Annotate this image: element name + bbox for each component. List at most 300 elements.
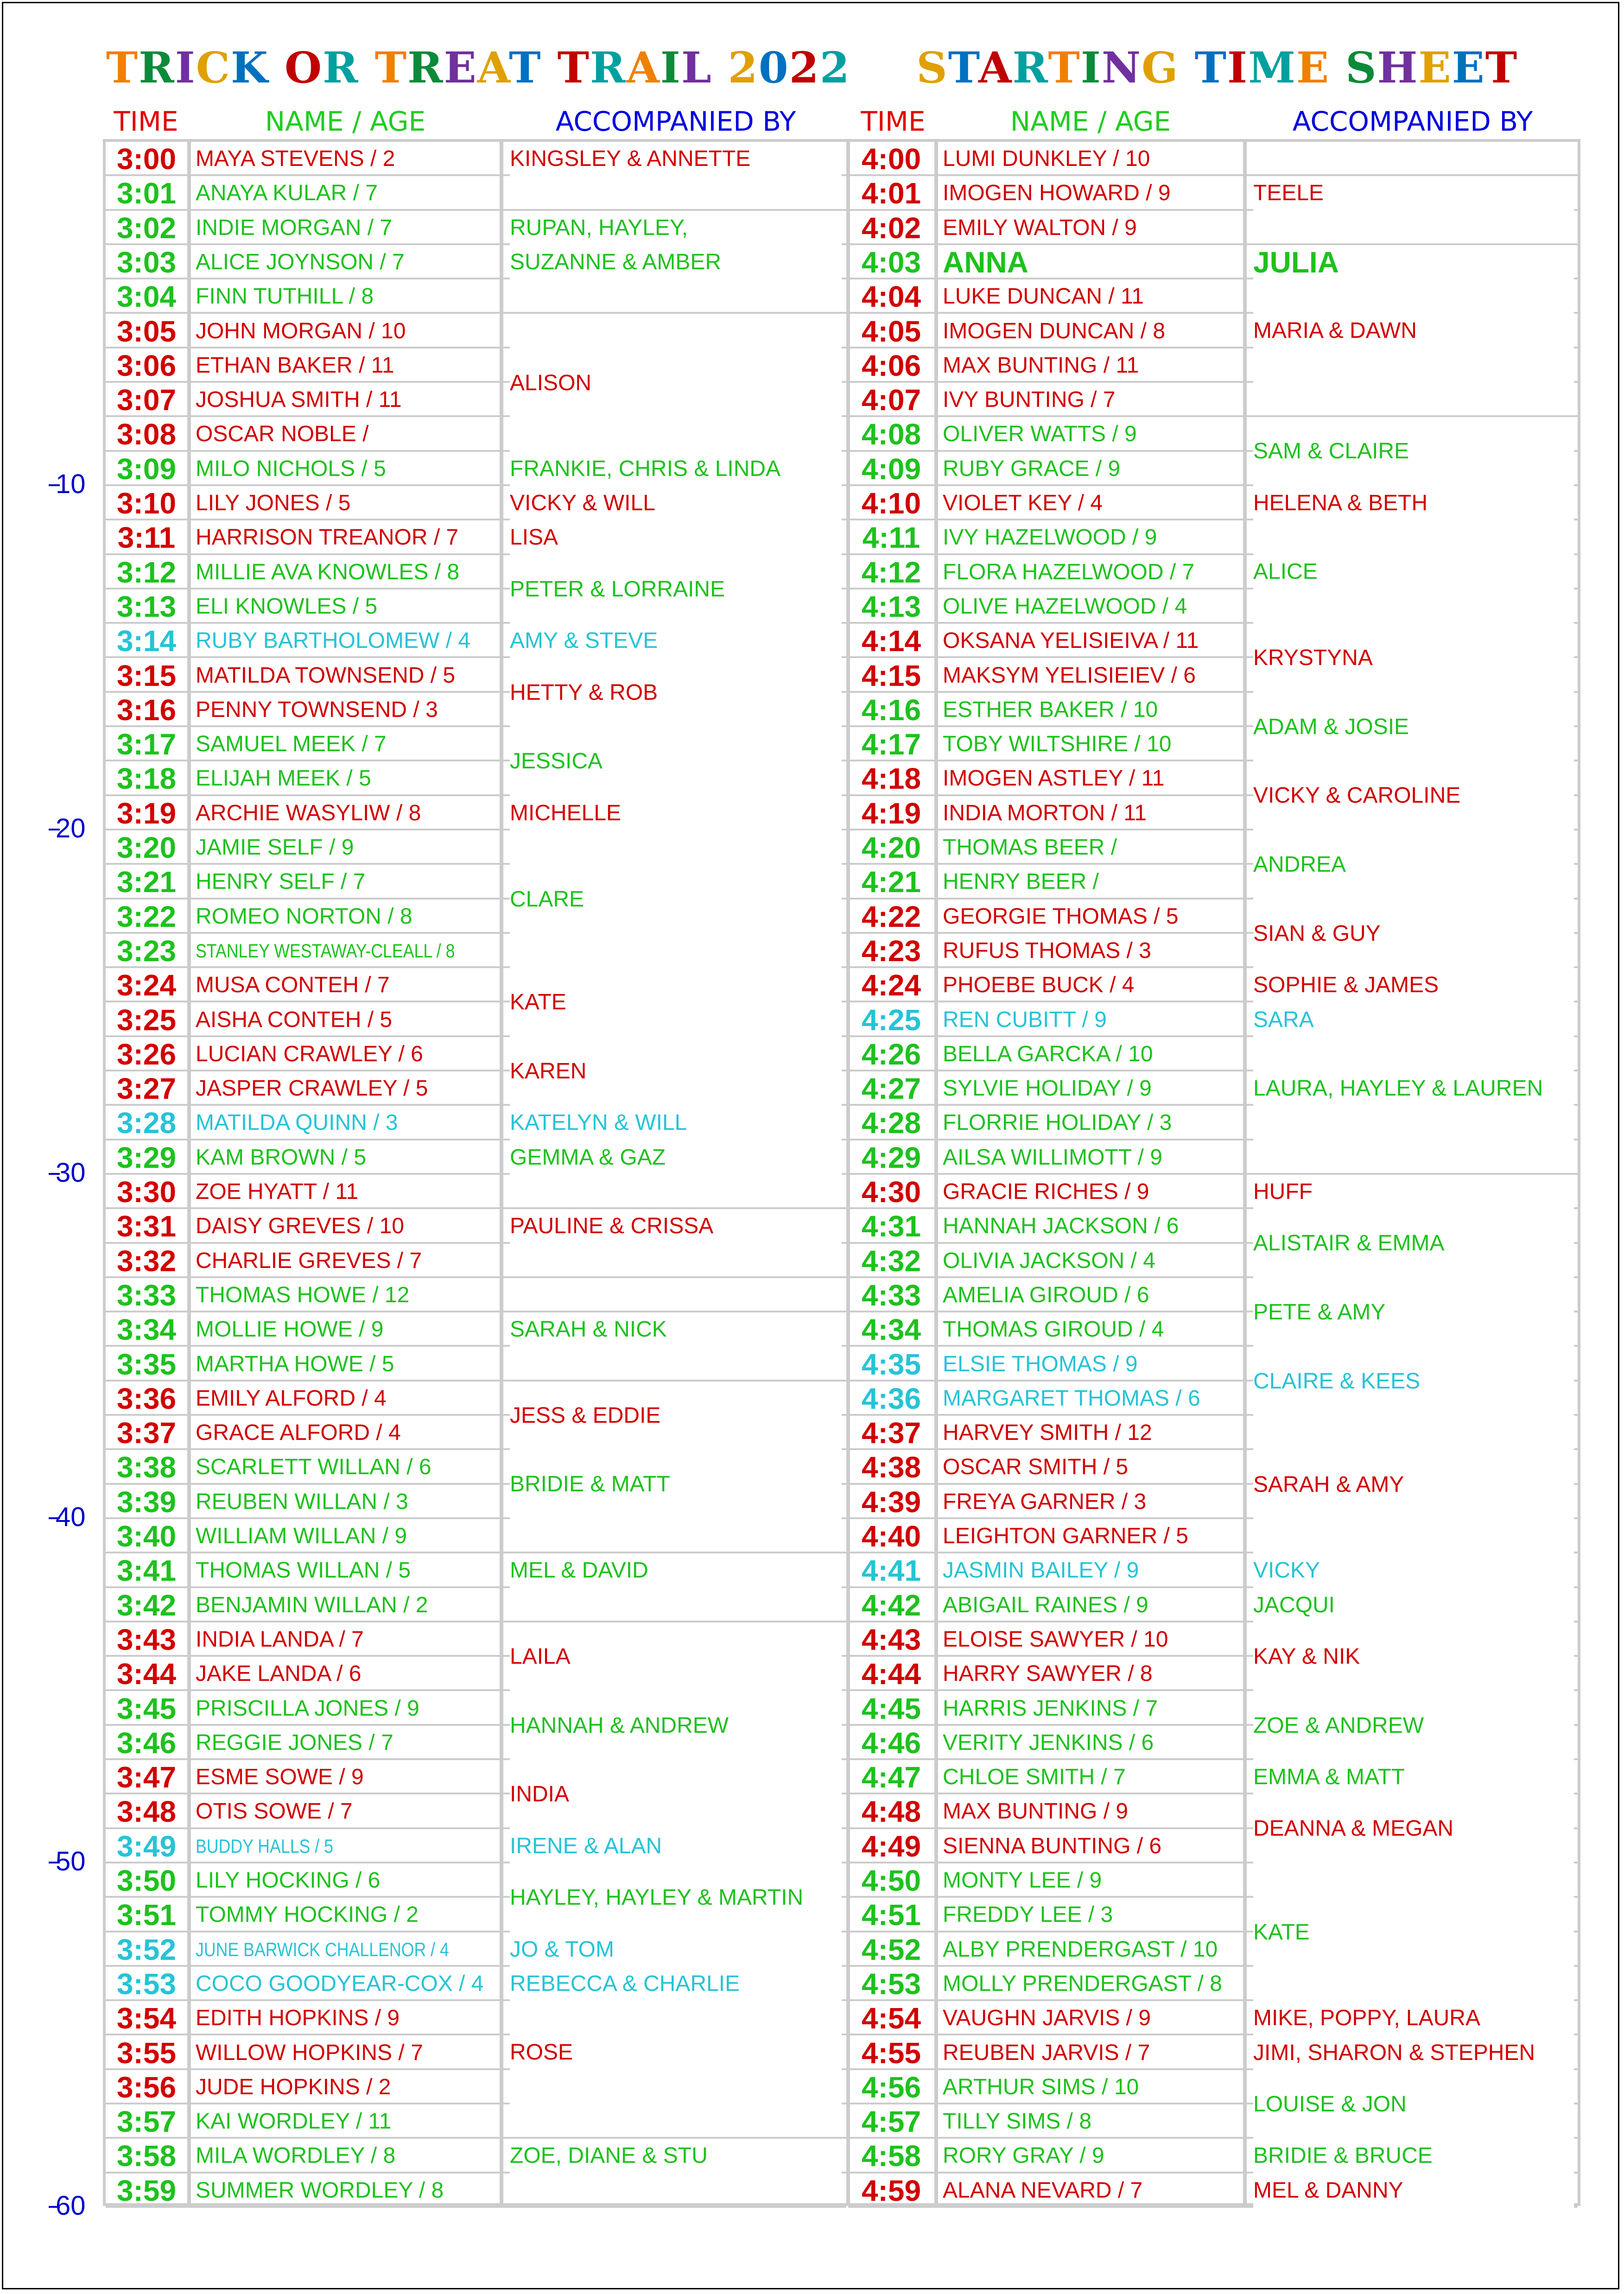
header-accompanied-left: ACCOMPANIED BY [555,106,796,137]
accompanied-by: SAM & CLAIRE [1253,417,1574,486]
slot-time: 4:07 [861,383,921,417]
accompanied-by: PETER & LORRAINE [510,555,842,624]
slot-time: 3:53 [116,1967,177,2001]
accompanied-by: MARIA & DAWN [1253,279,1574,383]
slot-time: 3:41 [116,1554,177,1588]
child-name-age: KAM BROWN / 5 [196,1145,367,1170]
slot-time: 4:54 [861,2002,921,2035]
child-name-age: MONTY LEE / 9 [943,1868,1102,1893]
accompanied-by: JIMI, SHARON & STEPHEN [1253,2036,1574,2070]
slot-time: 3:34 [116,1313,177,1347]
accompanied-by: HELENA & BETH [1253,486,1574,520]
slot-time: 3:37 [116,1416,177,1450]
accompanied-by: AMY & STEVE [510,624,842,658]
accompanied-by: KATE [510,968,842,1037]
child-name-age: LUCIAN CRAWLEY / 6 [196,1041,423,1066]
accompanied-by: HETTY & ROB [510,659,842,728]
slot-time: 3:43 [116,1622,177,1656]
accompanied-by: REBECCA & CHARLIE [510,1967,842,2001]
slot-time: 4:00 [861,142,921,176]
child-name-age: MAKSYM YELISIEIEV / 6 [943,663,1196,688]
accompanied-by: HUFF [1253,1175,1574,1209]
child-name-age: JAKE LANDA / 6 [196,1661,362,1686]
accompanied-by: ZOE & ANDREW [1253,1692,1574,1761]
child-name-age: OSCAR NOBLE / [196,422,369,447]
accompanied-by: HANNAH & ANDREW [510,1692,842,1761]
child-name-age: EMILY ALFORD / 4 [196,1386,387,1411]
slot-time: 3:21 [116,865,177,899]
child-name-age: OLIVIA JACKSON / 4 [943,1248,1155,1273]
child-name-age: THOMAS HOWE / 12 [196,1282,410,1307]
child-name-age: EMILY WALTON / 9 [943,215,1137,240]
child-name-age: AILSA WILLIMOTT / 9 [943,1145,1162,1170]
accompanied-by: ALISTAIR & EMMA [1253,1209,1574,1278]
child-name-age: REUBEN WILLAN / 3 [196,1489,408,1514]
slot-time: 3:28 [116,1106,177,1140]
tick-label: 50 [56,1846,86,1876]
child-name-age: INDIE MORGAN / 7 [196,215,393,240]
child-name-age: GRACE ALFORD / 4 [196,1420,401,1445]
slot-time: 3:14 [116,624,177,658]
child-name-age: ANAYA KULAR / 7 [196,181,378,206]
accompanied-by: SARA [1253,1003,1574,1037]
slot-time: 3:49 [116,1829,177,1863]
accompanied-by: MEL & DANNY [1253,2174,1574,2208]
child-name-age: COCO GOODYEAR-COX / 4 [196,1971,484,1996]
child-name-age: RUBY BARTHOLOMEW / 4 [196,628,471,653]
accompanied-by: CLAIRE & KEES [1253,1347,1574,1416]
accompanied-by: VICKY & WILL [510,486,842,520]
accompanied-by: EMMA & MATT [1253,1760,1574,1794]
child-name-age: SYLVIE HOLIDAY / 9 [943,1076,1152,1101]
slot-time: 3:01 [116,177,177,210]
child-name-age: ETHAN BAKER / 11 [196,353,394,378]
child-name-age: MAX BUNTING / 9 [943,1799,1129,1824]
slot-time: 4:18 [861,762,921,796]
child-name-age: MILA WORDLEY / 8 [196,2143,396,2168]
accompanied-by: LOUISE & JON [1253,2070,1574,2139]
accompanied-by: PETE & AMY [1253,1278,1574,1347]
slot-time: 4:41 [861,1554,921,1588]
accompanied-by: KAY & NIK [1253,1622,1574,1692]
child-name-age: ELI KNOWLES / 5 [196,594,378,619]
slot-time: 4:12 [861,555,921,589]
slot-time: 3:32 [116,1244,177,1278]
child-name-age: MARTHA HOWE / 5 [196,1351,394,1376]
slot-time: 4:42 [861,1588,921,1622]
slot-time: 3:55 [116,2036,177,2070]
accompanied-by: SOPHIE & JAMES [1253,968,1574,1002]
child-name-age: EDITH HOPKINS / 9 [196,2006,400,2031]
child-name-age: HARRISON TREANOR / 7 [196,525,459,550]
accompanied-by: CLARE [510,830,842,968]
child-name-age: REUBEN JARVIS / 7 [943,2040,1150,2065]
child-name-age: HARRY SAWYER / 8 [943,1661,1153,1686]
slot-time: 4:19 [861,796,921,830]
slot-time: 3:27 [116,1072,177,1106]
accompanied-by: GEMMA & GAZ [510,1141,842,1175]
child-name-age: ELOISE SAWYER / 10 [943,1627,1168,1652]
slot-time: 4:55 [861,2036,921,2070]
child-name-age: GEORGIE THOMAS / 5 [943,904,1179,929]
child-name-age: RUBY GRACE / 9 [943,456,1121,481]
slot-time: 3:46 [116,1726,177,1760]
slot-time: 4:49 [861,1829,921,1863]
child-name-age: MATILDA QUINN / 3 [196,1110,398,1135]
slot-time: 3:39 [116,1485,177,1519]
slot-time: 3:18 [116,762,177,796]
slot-time: 3:26 [116,1037,177,1071]
page-title [0,43,1624,93]
accompanied-by: KATELYN & WILL [510,1106,842,1140]
slot-time: 3:36 [116,1381,177,1415]
child-name-age: TOBY WILTSHIRE / 10 [943,732,1172,757]
child-name-age: THOMAS GIROUD / 4 [943,1317,1164,1342]
child-name-age: MUSA CONTEH / 7 [196,973,390,998]
accompanied-by: JESSICA [510,727,842,796]
slot-time: 4:51 [861,1898,921,1932]
child-name-age: GRACIE RICHES / 9 [943,1179,1149,1204]
slot-time: 3:50 [116,1864,177,1897]
child-name-age: HENRY SELF / 7 [196,869,366,894]
child-name-age: CHLOE SMITH / 7 [943,1765,1126,1790]
tick-label: 20 [56,813,86,843]
tick-label: 10 [56,469,86,499]
child-name-age: INDIA MORTON / 11 [943,800,1147,825]
accompanied-by: KATE [1253,1863,1574,2001]
slot-time: 3:42 [116,1588,177,1622]
slot-time: 4:34 [861,1313,921,1347]
child-name-age: KAI WORDLEY / 11 [196,2109,392,2134]
child-name-age: MAX BUNTING / 11 [943,353,1139,378]
slot-time: 3:15 [116,659,177,692]
accompanied-by: IRENE & ALAN [510,1829,842,1863]
slot-time: 3:10 [116,487,177,520]
child-name-age: REGGIE JONES / 7 [196,1730,393,1755]
slot-time: 3:11 [117,521,176,555]
slot-time: 3:19 [116,796,177,830]
slot-time: 3:00 [116,142,177,176]
child-name-age: ARCHIE WASYLIW / 8 [196,800,421,825]
slot-time: 3:24 [116,969,177,1002]
child-name-age: ALANA NEVARD / 7 [943,2178,1143,2203]
slot-time: 3:04 [116,280,177,314]
header-name-left: NAME / AGE [265,106,426,137]
child-name-age: ELSIE THOMAS / 9 [943,1351,1138,1376]
slot-time: 3:30 [116,1175,177,1209]
slot-time: 4:33 [861,1278,921,1312]
slot-time: 4:48 [861,1795,921,1829]
child-name-age: TILLY SIMS / 8 [943,2109,1092,2134]
accompanied-by: MIKE, POPPY, LAURA [1253,2001,1574,2035]
accompanied-by: JESS & EDDIE [510,1381,842,1451]
slot-time: 4:56 [861,2070,921,2104]
child-name-age: DAISY GREVES / 10 [196,1214,404,1239]
slot-time: 3:57 [116,2105,177,2139]
child-name-age: IVY BUNTING / 7 [943,387,1116,412]
child-name-age: JOSHUA SMITH / 11 [196,387,402,412]
child-name-age: IMOGEN HOWARD / 9 [943,181,1171,206]
child-name-age: MATILDA TOWNSEND / 5 [196,663,456,688]
slot-time: 3:31 [116,1210,177,1243]
child-name-age: JASMIN BAILEY / 9 [943,1558,1139,1583]
slot-time: 3:05 [116,314,177,348]
slot-time: 4:44 [861,1657,921,1691]
slot-time: 3:13 [116,589,177,623]
accompanied-by: JO & TOM [510,1933,842,1967]
slot-time: 3:22 [116,900,177,933]
header-name-right: NAME / AGE [1010,106,1171,137]
child-name-age: ESTHER BAKER / 10 [943,697,1158,722]
slot-time: 4:53 [861,1967,921,2001]
accompanied-by: TEELE [1253,176,1574,210]
slot-time: 4:01 [861,177,921,210]
slot-time: 3:03 [116,245,177,279]
child-name-age: CHARLIE GREVES / 7 [196,1248,422,1273]
slot-time: 3:12 [116,555,177,589]
slot-time: 4:16 [861,693,921,727]
child-name-age: FLORA HAZELWOOD / 7 [943,559,1195,584]
child-name-age: LEIGHTON GARNER / 5 [943,1524,1188,1548]
slot-time: 4:39 [861,1485,921,1519]
slot-time: 4:36 [861,1381,921,1415]
accompanied-by: MICHELLE [510,796,842,830]
slot-time: 4:43 [861,1622,921,1656]
child-name-age: ALICE JOYNSON / 7 [196,249,405,274]
child-name-age: ROMEO NORTON / 8 [196,904,412,929]
slot-time: 4:35 [861,1347,921,1381]
child-name-age: THOMAS BEER / [943,835,1117,860]
child-name-age: ELIJAH MEEK / 5 [196,766,371,791]
accompanied-by: LAURA, HAYLEY & LAUREN [1253,1037,1574,1141]
slot-time: 4:06 [861,349,921,382]
child-name-age: JUDE HOPKINS / 2 [196,2074,391,2099]
accompanied-by: FRANKIE, CHRIS & LINDA [510,452,842,486]
accompanied-by: PAULINE & CRISSA [510,1209,842,1243]
slot-time: 3:08 [116,418,177,451]
slot-time: 3:23 [116,934,177,968]
accompanied-by: SARAH & AMY [1253,1416,1574,1553]
tick-label: 30 [56,1158,86,1188]
slot-time: 4:20 [861,831,921,864]
slot-time: 4:21 [861,865,921,899]
slot-time: 3:44 [116,1657,177,1691]
slot-time: 3:51 [116,1898,177,1932]
child-name-age: PENNY TOWNSEND / 3 [196,697,438,722]
slot-time: 3:07 [116,383,177,417]
child-name-age: PHOEBE BUCK / 4 [943,973,1135,998]
child-name-age: OKSANA YELISIEIVA / 11 [943,628,1199,653]
slot-time: 3:56 [116,2070,177,2104]
child-name-age: JUNE BARWICK CHALLENOR / 4 [196,1938,449,1960]
accompanied-by: VICKY & CAROLINE [1253,761,1574,830]
accompanied-by: KINGSLEY & ANNETTE [510,142,842,176]
accompanied-by: ALICE [1253,520,1574,624]
child-name-age: ESME SOWE / 9 [196,1765,364,1790]
accompanied-by: SUZANNE & AMBER [510,245,842,279]
child-name-age: HENRY BEER / [943,869,1099,894]
slot-time: 3:20 [116,831,177,864]
accompanied-by: ADAM & JOSIE [1253,693,1574,762]
child-name-age: SUMMER WORDLEY / 8 [196,2178,444,2203]
child-name-age: THOMAS WILLAN / 5 [196,1558,411,1583]
slot-time: 3:58 [116,2139,177,2173]
slot-time: 4:38 [861,1451,921,1484]
child-name-age: SIENNA BUNTING / 6 [943,1833,1162,1858]
slot-time: 4:52 [861,1933,921,1966]
child-name-age: VIOLET KEY / 4 [943,491,1103,515]
child-name-age: SAMUEL MEEK / 7 [196,732,387,757]
slot-time: 3:09 [116,452,177,486]
header-accompanied-right: ACCOMPANIED BY [1292,106,1533,137]
accompanied-by: BRIDIE & MATT [510,1450,842,1519]
child-name-age: JASPER CRAWLEY / 5 [196,1076,428,1101]
child-name-age: LUKE DUNCAN / 11 [943,284,1144,309]
accompanied-by: MEL & DAVID [510,1553,842,1588]
child-name-age: BENJAMIN WILLAN / 2 [196,1592,428,1617]
slot-time: 4:02 [861,211,921,245]
child-name-age: ANNA [943,245,1028,279]
slot-time: 3:48 [116,1795,177,1829]
accompanied-by: ALISON [510,314,842,452]
slot-time: 4:57 [861,2105,921,2139]
child-name-age: HARVEY SMITH / 12 [943,1420,1152,1445]
tick-label: 60 [56,2191,86,2221]
accompanied-by: ZOE, DIANE & STU [510,2139,842,2173]
slot-time: 3:45 [116,1692,177,1725]
child-name-age: MILLIE AVA KNOWLES / 8 [196,559,460,584]
child-name-age: FLORRIE HOLIDAY / 3 [943,1110,1172,1135]
slot-time: 3:33 [116,1278,177,1312]
child-name-age: ARTHUR SIMS / 10 [943,2074,1139,2099]
child-name-age: OLIVER WATTS / 9 [943,422,1137,447]
slot-time: 4:58 [861,2139,921,2173]
slot-time: 4:47 [861,1761,921,1794]
accompanied-by: RUPAN, HAYLEY, [510,211,842,245]
slot-time: 4:25 [861,1003,921,1037]
slot-time: 4:10 [861,487,921,520]
child-name-age: SCARLETT WILLAN / 6 [196,1455,431,1480]
slot-time: 4:11 [862,521,920,555]
child-name-age: HARRIS JENKINS / 7 [943,1696,1158,1721]
child-name-age: LILY JONES / 5 [196,491,351,515]
child-name-age: JAMIE SELF / 9 [196,835,354,860]
title-part-1: TRICK OR TREAT TRAIL 2022 [106,43,850,93]
slot-time: 4:26 [861,1037,921,1071]
child-name-age: TOMMY HOCKING / 2 [196,1902,419,1927]
slot-time: 4:28 [861,1106,921,1140]
slot-time: 4:30 [861,1175,921,1209]
child-name-age: INDIA LANDA / 7 [196,1627,364,1652]
slot-time: 4:50 [861,1864,921,1897]
child-name-age: ALBY PRENDERGAST / 10 [943,1937,1218,1962]
slot-time: 4:03 [861,245,921,279]
header-time-left: TIME [114,106,178,137]
accompanied-by: ROSE [510,2001,842,2104]
slot-time: 4:05 [861,314,921,348]
child-name-age: IVY HAZELWOOD / 9 [943,525,1157,550]
accompanied-by: JULIA [1253,245,1574,279]
child-name-age: PRISCILLA JONES / 9 [196,1696,419,1721]
child-name-age: ZOE HYATT / 11 [196,1179,359,1204]
child-name-age: ABIGAIL RAINES / 9 [943,1592,1148,1617]
child-name-age: MILO NICHOLS / 5 [196,456,386,481]
slot-time: 4:40 [861,1520,921,1553]
slot-time: 4:14 [861,624,921,658]
child-name-age: IMOGEN ASTLEY / 11 [943,766,1165,791]
child-name-age: AISHA CONTEH / 5 [196,1007,393,1032]
slot-time: 3:35 [116,1347,177,1381]
child-name-age: WILLOW HOPKINS / 7 [196,2040,423,2065]
child-name-age: RUFUS THOMAS / 3 [943,938,1151,963]
slot-time: 4:32 [861,1244,921,1278]
child-name-age: VERITY JENKINS / 6 [943,1730,1154,1755]
accompanied-by: JACQUI [1253,1588,1574,1622]
slot-time: 4:29 [861,1141,921,1174]
child-name-age: VAUGHN JARVIS / 9 [943,2006,1151,2031]
slot-time: 4:24 [861,969,921,1002]
slot-time: 3:02 [116,211,177,245]
slot-time: 4:22 [861,900,921,933]
child-name-age: AMELIA GIROUD / 6 [943,1282,1149,1307]
slot-time: 4:08 [861,418,921,451]
slot-time: 4:23 [861,934,921,968]
child-name-age: RORY GRAY / 9 [943,2143,1104,2168]
slot-time: 4:04 [861,280,921,314]
slot-time: 4:45 [861,1692,921,1725]
slot-time: 3:52 [116,1933,177,1966]
child-name-age: BELLA GARCKA / 10 [943,1041,1153,1066]
accompanied-by: DEANNA & MEGAN [1253,1794,1574,1863]
slot-time: 4:59 [861,2174,921,2207]
child-name-age: HANNAH JACKSON / 6 [943,1214,1179,1239]
accompanied-by: BRIDIE & BRUCE [1253,2139,1574,2173]
accompanied-by: LISA [510,520,842,555]
slot-time: 4:46 [861,1726,921,1760]
slot-time: 4:17 [861,728,921,761]
accompanied-by: ANDREA [1253,830,1574,900]
child-name-age: FREYA GARNER / 3 [943,1489,1147,1514]
accompanied-by: KRYSTYNA [1253,624,1574,693]
slot-time: 4:31 [861,1210,921,1243]
slot-time: 4:37 [861,1416,921,1450]
child-name-age: BUDDY HALLS / 5 [196,1835,333,1857]
slot-time: 3:47 [116,1761,177,1794]
accompanied-by: INDIA [510,1760,842,1829]
child-name-age: MOLLY PRENDERGAST / 8 [943,1971,1222,1996]
header-time-right: TIME [861,106,926,137]
slot-time: 4:15 [861,659,921,692]
child-name-age: MOLLIE HOWE / 9 [196,1317,384,1342]
child-name-age: REN CUBITT / 9 [943,1007,1107,1032]
accompanied-by: SARAH & NICK [510,1312,842,1347]
child-name-age: OTIS SOWE / 7 [196,1799,353,1824]
slot-time: 4:27 [861,1072,921,1106]
child-name-age: OSCAR SMITH / 5 [943,1455,1129,1480]
title-part-2: STARTING TIME SHEET [916,43,1518,93]
child-name-age: JOHN MORGAN / 10 [196,318,406,343]
child-name-age: FREDDY LEE / 3 [943,1902,1113,1927]
child-name-age: OLIVE HAZELWOOD / 4 [943,594,1187,619]
slot-time: 3:16 [116,693,177,727]
accompanied-by: LAILA [510,1622,842,1692]
accompanied-by: KAREN [510,1037,842,1106]
child-name-age: IMOGEN DUNCAN / 8 [943,318,1166,343]
tick-label: 40 [56,1502,86,1532]
child-name-age: WILLIAM WILLAN / 9 [196,1524,407,1548]
slot-time: 3:17 [116,728,177,761]
child-name-age: LILY HOCKING / 6 [196,1868,381,1893]
